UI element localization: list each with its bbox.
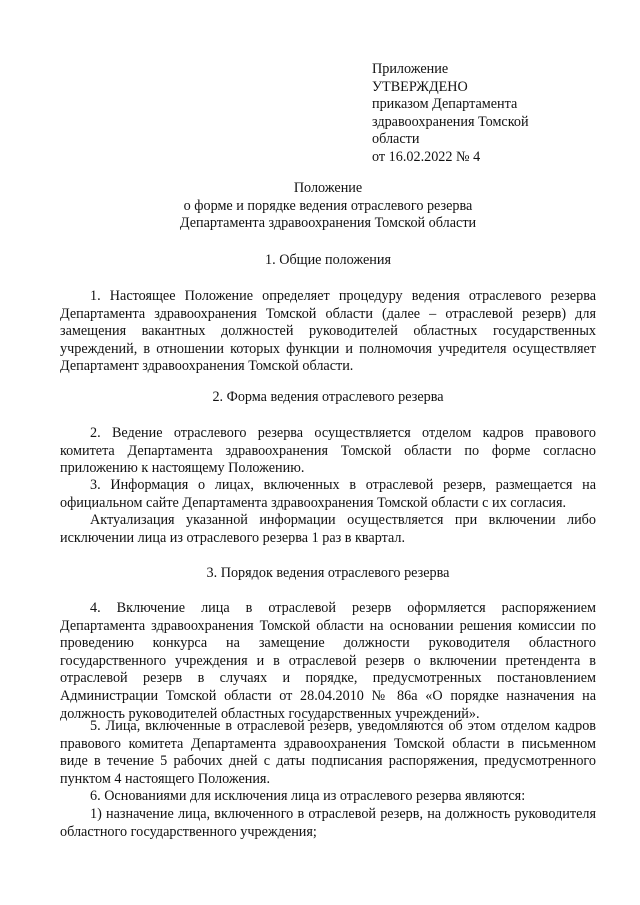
approval-date: от 16.02.2022 № 4: [372, 148, 481, 165]
document-title: [60, 180, 596, 233]
paragraph-2: 2. Ведение отраслевого резерва осуществляется отделом кадров правового комитета Департамента здравоохранения Томской области по форме согласно приложению к настоящему Положению.: [60, 425, 596, 477]
approval-region: области: [372, 131, 420, 148]
title-line-1: Положение: [293, 180, 363, 196]
paragraph-6: 6. Основаниями для исключения лица из отраслевого резерва являются:: [90, 788, 526, 804]
title-line-2: о форме и порядке ведения отраслевого резерва: [183, 197, 473, 214]
paragraph-1: 1. Настоящее Положение определяет процедуру ведения отраслевого резерва Департамента здравоохранения Томской области (далее – отраслевой резерв) для замещения вакантных должностей руководителей областных государственных учреждений, в отношении которых функции и полномочия учредителя осуществляет Департамент здравоохранения Томской области.: [60, 288, 596, 375]
approval-approved: УТВЕРЖДЕНО: [372, 78, 468, 95]
section-heading-1: 1. Общие положения: [265, 252, 391, 268]
approval-order: приказом Департамента: [372, 96, 518, 113]
paragraph-6-item-1: 1) назначение лица, включенного в отраслевой резерв, на должность руководителя областного государственного учреждения;: [60, 806, 596, 840]
paragraph-4: 4. Включение лица в отраслевой резерв оформляется распоряжением Департамента здравоохранения Томской области на основании решения комиссии по проведению конкурса на замещение должности руководителя областного государственного учреждения и в отраслевой резерв о включении претендента в отраслевой резерв в случаях и порядке, предусмотренных постановлением Администрации Томской области от 28.04.2010 № 86а «О порядке назначения на должность руководителей областных государственных учреждений».: [60, 600, 596, 722]
paragraph-3: 3. Информация о лицах, включенных в отраслевой резерв, размещается на официальном сайте Департамента здравоохранения Томской области с их согласия.: [60, 477, 596, 511]
paragraph-3-update: Актуализация указанной информации осуществляется при включении либо исключении лица из отраслевого резерва 1 раз в квартал.: [60, 512, 596, 546]
section-heading-2: 2. Форма ведения отраслевого резерва: [212, 389, 444, 405]
paragraph-5: 5. Лица, включенные в отраслевой резерв, уведомляются об этом отделом кадров правового комитета Департамента здравоохранения Томской области в письменном виде в течение 5 рабочих дней с даты подписания распоряжения, предусмотренного пунктом 4 настоящего Положения.: [60, 718, 596, 787]
title-line-3: Департамента здравоохранения Томской области: [179, 215, 477, 232]
section-heading-3: 3. Порядок ведения отраслевого резерва: [206, 565, 450, 581]
approval-block: [372, 61, 602, 167]
approval-department: здравоохранения Томской: [372, 113, 529, 130]
approval-annex: Приложение: [372, 61, 449, 77]
